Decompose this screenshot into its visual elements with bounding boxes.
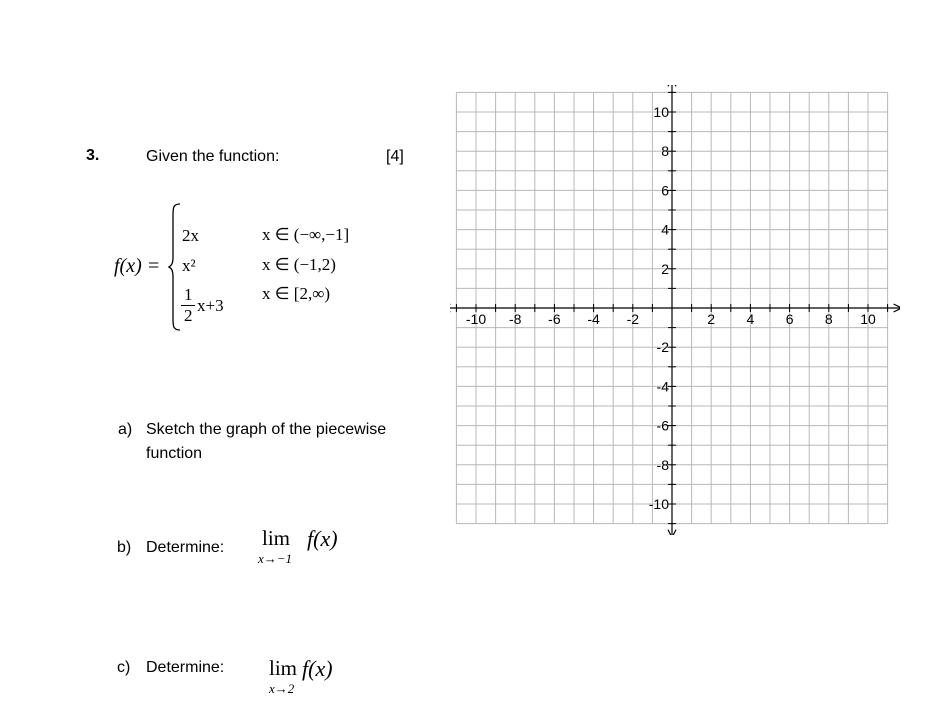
case-expr-1: 2x [182, 226, 199, 245]
question-prompt: Given the function: [146, 148, 280, 165]
x-tick-label: -10 [465, 311, 487, 327]
y-tick-label: 6 [661, 182, 669, 199]
x-tick-label: 10 [860, 311, 876, 327]
x-tick-label: 4 [746, 311, 755, 327]
x-tick-label: 2 [707, 311, 716, 327]
y-tick-label: 10 [653, 104, 669, 120]
coordinate-grid[interactable] [450, 85, 900, 535]
part-c-lim: lim [269, 656, 298, 680]
part-b-label: b) [117, 539, 132, 556]
x-tick-label: -8 [508, 311, 522, 327]
case-domain-2: x ∈ (−1,2) [262, 255, 336, 274]
case-frac-den: 2 [184, 306, 193, 325]
y-tick-label: 8 [661, 143, 669, 160]
x-tick-label: 8 [824, 311, 833, 327]
part-b-lim-sub: x→−1 [258, 551, 293, 566]
x-tick-label: 6 [785, 311, 794, 327]
case-expr-tail: x+3 [197, 296, 224, 315]
part-a-label: a) [118, 421, 133, 438]
part-b-text: Determine: [146, 539, 225, 556]
function-lhs: f(x) = [114, 255, 161, 277]
y-tick-label: -2 [656, 339, 669, 356]
y-tick-label: -10 [648, 496, 669, 512]
y-tick-label: -8 [656, 456, 669, 473]
question-marks: [4] [386, 148, 404, 165]
case-expr-2: x² [182, 256, 196, 275]
part-b-expr: f(x) [307, 526, 338, 551]
x-tick-label: -6 [548, 311, 561, 327]
case-domain-3: x ∈ [2,∞) [262, 284, 330, 303]
part-a-text: Sketch the graph of the piecewise function [146, 421, 387, 462]
y-tick-label: 2 [661, 260, 669, 277]
x-tick-label: -4 [587, 311, 600, 327]
part-c-label: c) [117, 659, 131, 676]
case-expr-3 [180, 285, 250, 331]
x-tick-label: -2 [626, 311, 640, 327]
part-c-text: Determine: [146, 659, 225, 676]
y-tick-label: -6 [656, 417, 669, 434]
case-domain-1: x ∈ (−∞,−1] [262, 225, 350, 244]
part-c-expr: f(x) [302, 656, 333, 681]
y-tick-label: -4 [656, 378, 669, 395]
case-frac-num: 1 [184, 285, 193, 304]
part-c-lim-sub: x→2 [269, 681, 295, 696]
y-tick-label: 4 [661, 221, 669, 238]
part-b-lim: lim [262, 526, 291, 550]
question-number: 3. [86, 147, 100, 164]
